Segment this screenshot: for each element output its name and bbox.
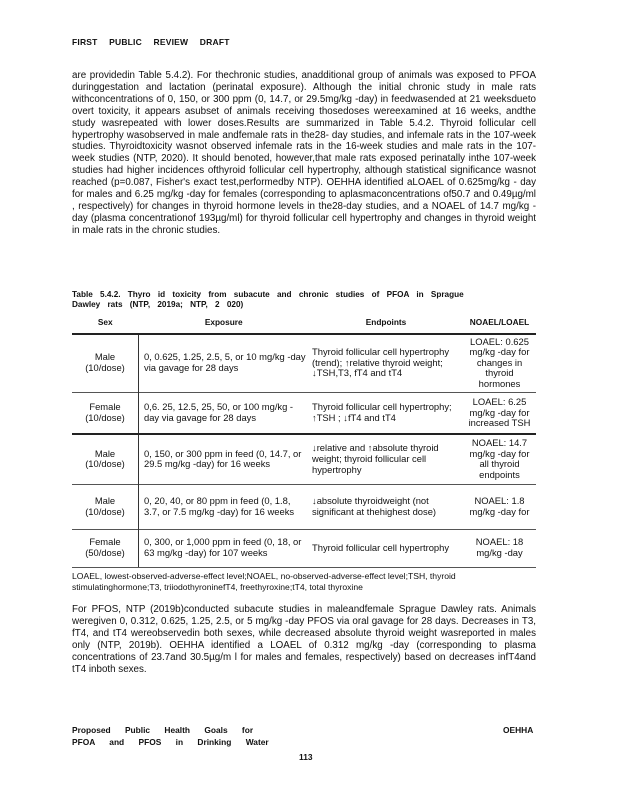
cell-exposure: 0, 20, 40, or 80 ppm in feed (0, 1.8, 3.7, or 7.5 mg/kg -day) for 16 weeks — [139, 484, 310, 529]
table-row — [72, 334, 536, 392]
cell-sex: Male (10/dose) — [72, 434, 139, 484]
page-number: 113 — [299, 752, 313, 762]
cell-sex: Female (10/dose) — [72, 392, 139, 434]
footer-org: OEHHA — [503, 725, 534, 735]
cell-noael: LOAEL: 6.25 mg/kg -day for increased TSH — [463, 392, 536, 434]
header-sex: Sex — [97, 317, 113, 327]
cell-endpoints: ↓absolute thyroidweight (not significant at thehighest dose) — [309, 484, 463, 529]
header-exposure: Exposure — [204, 317, 243, 327]
footer-title-line-2: PFOA and PFOS in Drinking Water — [72, 736, 269, 747]
cell-noael: NOAEL: 18 mg/kg -day — [463, 529, 536, 567]
table-header-row — [72, 315, 536, 334]
cell-noael: LOAEL: 0.625 mg/kg -day for changes in thyroid hormones — [463, 334, 536, 392]
cell-exposure: 0, 300, or 1,000 ppm in feed (0, 18, or 63 mg/kg -day) for 107 weeks — [139, 529, 310, 567]
cell-sex: Male (10/dose) — [72, 484, 139, 529]
cell-endpoints: ↓relative and ↑absolute thyroid weight; thyroid follicular cell hypertrophy — [309, 434, 463, 484]
table-caption-line-2: Dawley rats (NTP, 2019a; NTP, 2 020) — [72, 300, 244, 309]
cell-exposure: 0, 150, or 300 ppm in feed (0, 14.7, or 29.5 mg/kg -day) for 16 weeks — [139, 434, 310, 484]
cell-exposure: 0,6. 25, 12.5, 25, 50, or 100 mg/kg -day via gavage for 28 days — [139, 392, 310, 434]
running-header: FIRST PUBLIC REVIEW DRAFT — [72, 37, 230, 47]
table-caption-line-1: Table 5.4.2. Thyro id toxicity from subacute and chronic studies of PFOA in Sprague — [72, 290, 464, 299]
body-paragraph-1: are providedin Table 5.4.2). For thechronic studies, anadditional group of animals was exposed to PFOA duringgestation and lactation (perinatal exposure). Although the initial chronic study in male rats withconcentrations of 0, 150, or 300 ppm (0, 14.7, or 29.5mg/kg -day) in feedwasended at 21 weeksdueto overt toxicity, it appears asubset of animals receiving thosedoses wereexamined at 16 weeks, andthe study wasrepeated with lower doses.Results are summarized in Table 5.4.2. Thyroid follicular cell hypertrophy wasobserved in male andfemale rats in the28- day studies, and infemale rats in the 107-week studies. Thyroidtoxicity wasnot observed infemale rats in the 16-week studies and male rats in the 107-week studies (NTP, 2020). It should benoted, however,that male rats exposed perinatally inthe 107-week studies had higher incidences ofthyroid follicular cell hypertrophy, although statistical significance wasnot reached (p=0.087, Fisher's exact test,performedby NTP). OEHHA identified aLOAEL of 0.625mg/kg - day for males and 6.25 mg/kg -day for females (corresponding to aplasmaconcentrations of50.7 and 0.49µg/ml , respectively) for changes in thyroid hormone levels in the28-day studies, and a NOAEL of 14.7 mg/kg -day (plasma concentrationof 193µg/ml) for thyroid follicular cell hypertrophy and changes in thyroid weight in male rats in the chronic studies. — [72, 70, 536, 236]
table-footnote: LOAEL, lowest-observed-adverse-effect level;NOAEL, no-observed-adverse-effect level;TSH, thyroid stimulatinghormone;T3, triiodothyroninefT4, freethyroxine;tT4, total thyroxine — [72, 571, 456, 592]
cell-noael: NOAEL: 14.7 mg/kg -day for all thyroid endpoints — [463, 434, 536, 484]
table-caption — [72, 290, 536, 310]
footer-title-line-1: Proposed Public Health Goals for — [72, 725, 254, 735]
table-row — [72, 529, 536, 567]
cell-exposure: 0, 0.625, 1.25, 2.5, 5, or 10 mg/kg -day via gavage for 28 days — [139, 334, 310, 392]
footer-title — [72, 725, 269, 748]
cell-endpoints: Thyroid follicular cell hypertrophy — [309, 529, 463, 567]
table-row — [72, 392, 536, 434]
header-noael-loael: NOAEL/LOAEL — [469, 317, 530, 327]
header-endpoints: Endpoints — [365, 317, 407, 327]
thyroid-toxicity-table — [72, 315, 536, 568]
table-row — [72, 434, 536, 484]
table-row — [72, 484, 536, 529]
cell-sex: Male (10/dose) — [72, 334, 139, 392]
cell-endpoints: Thyroid follicular cell hypertrophy (trend); ↑relative thyroid weight; ↓TSH,T3, fT4 and tT4 — [309, 334, 463, 392]
cell-endpoints: Thyroid follicular cell hypertrophy; ↑TSH ; ↓fT4 and tT4 — [309, 392, 463, 434]
cell-noael: NOAEL: 1.8 mg/kg -day for — [463, 484, 536, 529]
cell-sex: Female (50/dose) — [72, 529, 139, 567]
body-paragraph-2: For PFOS, NTP (2019b)conducted subacute studies in maleandfemale Sprague Dawley rats. Animals weregiven 0, 0.312, 0.625, 1.25, 2.5, or 5 mg/kg -day PFOS via oral gavage for 28 days. Decreases in T3, fT4, and tT4 wereobservedin both sexes, while decreased absolute thyroid weight wasreported in males only (NTP, 2019b). OEHHA identified a LOAEL of 0.312 mg/kg -day (corresponding to plasma concentrations of 23.7and 30.5µg/m l for males and females, respectively) based on decreases infT4and tT4 inboth sexes. — [72, 604, 536, 675]
